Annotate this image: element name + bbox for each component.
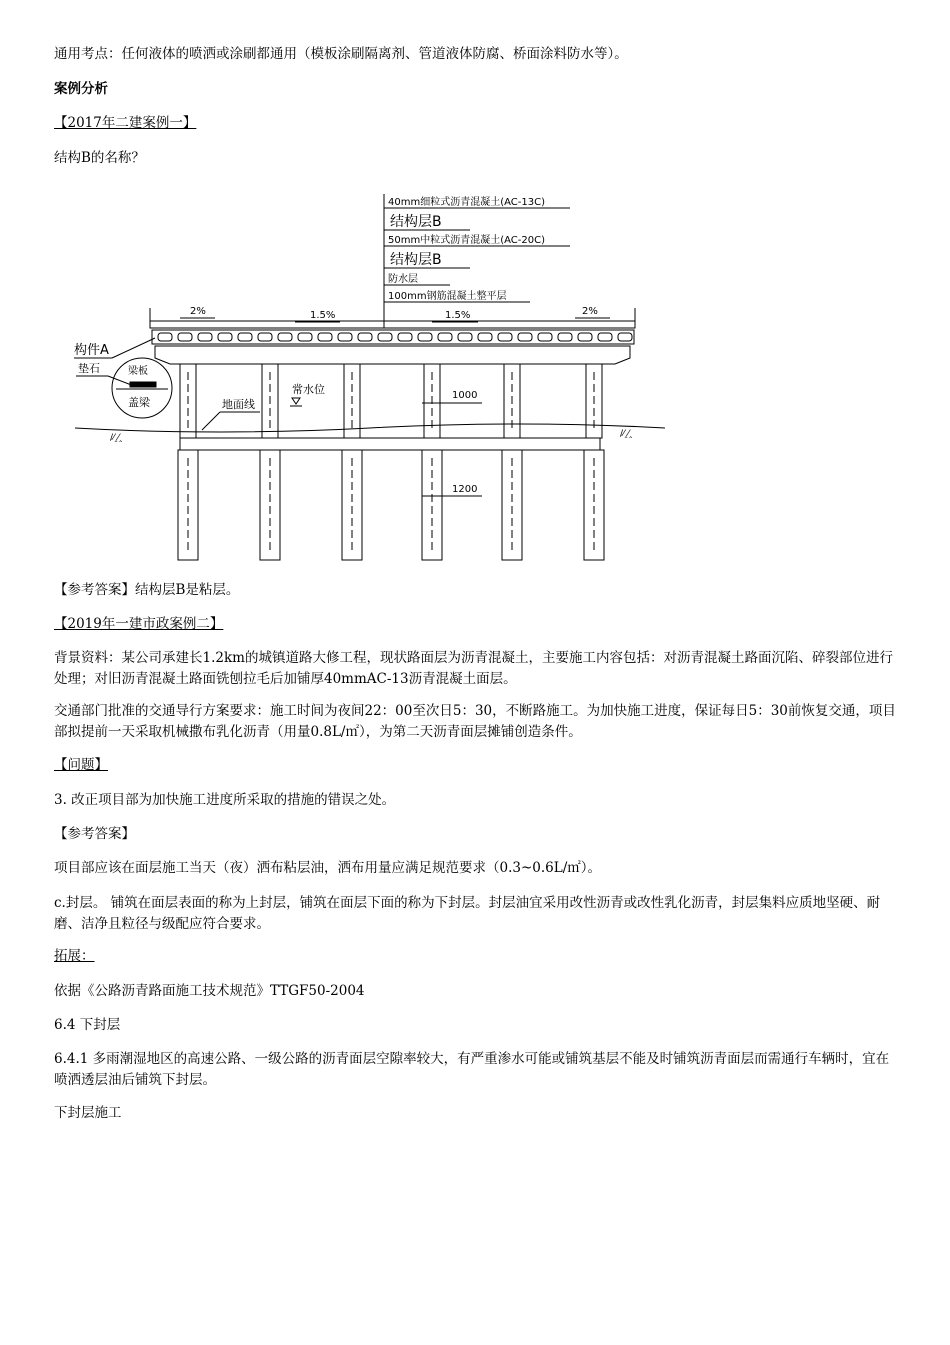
- soil-hatch-left: /⁄‸⁄‸: [110, 433, 123, 443]
- case2-title-wrap: [54, 614, 899, 635]
- layer-label-4: 结构层B: [390, 252, 442, 268]
- hollow-cell: [598, 333, 612, 341]
- case1-answer: 【参考答案】结构层B是粘层。: [54, 582, 240, 598]
- intro-line: 通用考点：任何液体的喷洒或涂刷都通用（模板涂刷隔离剂、管道液体防腐、桥面涂料防水等）。: [54, 46, 628, 62]
- hollow-cell: [578, 333, 592, 341]
- ground-line: [75, 424, 665, 432]
- hollow-cell: [158, 333, 172, 341]
- deck-surface: [150, 308, 635, 328]
- hollow-cell: [238, 333, 252, 341]
- hollow-cell: [618, 333, 632, 341]
- hollow-cell: [538, 333, 552, 341]
- pier-columns: [178, 364, 604, 560]
- case2-traffic: 交通部门批准的交通导行方案要求：施工时间为夜间22：00至次日5：30，不断路施工。为加快施工进度，保证每日5：30前恢复交通，项目部拟提前一天采取机械撒布乳化沥青（用量0.8L/㎡），为第二天沥青面层摊铺创造条件。: [54, 703, 896, 740]
- soil-hatch-right: /⁄‸⁄‸: [620, 429, 633, 439]
- pier-column: [502, 364, 522, 560]
- question-label-wrap: [54, 755, 899, 776]
- slope-label-mid-left: 1.5%: [310, 310, 336, 321]
- hollow-cell: [498, 333, 512, 341]
- case2-background: 背景资料：某公司承建长1.2km的城镇道路大修工程，现状路面层为沥青混凝土，主要施工内容包括：对沥青混凝土路面沉陷、碎裂部位进行处理；对旧沥青混凝土路面铣刨拉毛后加铺厚40mmAC-13沥青混凝土面层。: [54, 650, 893, 687]
- spec-reference: 依据《公路沥青路面施工技术规范》TTGF50-2004: [54, 983, 365, 999]
- layer-label-6: 100mm钢筋混凝土整平层: [388, 291, 507, 302]
- answer-label: 【参考答案】: [54, 826, 135, 842]
- hollow-cell: [398, 333, 412, 341]
- seal-layer-text: c.封层。 铺筑在面层表面的称为上封层，铺筑在面层下面的称为下封层。封层油宜采用改性沥青或改性乳化沥青，封层集料应质地坚硬、耐磨、洁净且粒径与级配应符合要求。: [54, 895, 881, 932]
- bearing-pad: [130, 382, 156, 387]
- cap-beam: [155, 346, 630, 364]
- hollow-cell: [218, 333, 232, 341]
- component-a-label: 构件A: [74, 343, 109, 358]
- hollow-cell: [458, 333, 472, 341]
- dim-1200-label: 1200: [452, 484, 478, 495]
- slope-label-right: 2%: [582, 306, 598, 317]
- section-6-4-1: 6.4.1 多雨潮湿地区的高速公路、一级公路的沥青面层空隙率较大，有严重渗水可能或铺筑基层不能及时铺筑沥青面层而需通行车辆时，宜在喷洒透层油后铺筑下封层。: [54, 1051, 890, 1088]
- beam-slab-label: 梁板: [128, 366, 148, 377]
- hollow-slab-cells: [158, 333, 632, 341]
- expand-label: 拓展：: [54, 948, 95, 964]
- hollow-cell: [358, 333, 372, 341]
- pier-column: [178, 364, 198, 560]
- ground-line-label: 地面线: [222, 398, 255, 411]
- pier-column: [342, 364, 362, 560]
- hollow-cell: [338, 333, 352, 341]
- layer-label-2: 结构层B: [390, 214, 442, 230]
- ground-line-leader: [202, 412, 220, 430]
- answer-text: 项目部应该在面层施工当天（夜）洒布粘层油，洒布用量应满足规范要求（0.3~0.6L/㎡）。: [54, 860, 602, 876]
- case1-question: 结构B的名称？: [54, 150, 145, 166]
- cap-beam-label: 盖梁: [128, 396, 150, 409]
- hollow-cell: [438, 333, 452, 341]
- case1-title-wrap: [54, 113, 899, 134]
- hollow-cell: [418, 333, 432, 341]
- layer-label-1: 40mm细粒式沥青混凝土(AC-13C): [388, 197, 545, 208]
- slope-label-left: 2%: [190, 306, 206, 317]
- hollow-cell: [378, 333, 392, 341]
- hollow-cell: [558, 333, 572, 341]
- normal-water-label: 常水位: [292, 383, 325, 396]
- bridge-cross-section-figure: [70, 188, 670, 566]
- hollow-slab-girder: [152, 330, 634, 344]
- section-6-4: 6.4 下封层: [54, 1017, 121, 1033]
- hollow-cell: [258, 333, 272, 341]
- dim-1000-label: 1000: [452, 390, 478, 401]
- case2-title: 【2019年一建市政案例二】: [54, 616, 224, 632]
- pier-column: [584, 364, 604, 560]
- hollow-cell: [518, 333, 532, 341]
- sub-heading: 下封层施工: [54, 1105, 122, 1121]
- pad-stone-label: 垫石: [78, 362, 100, 375]
- hollow-cell: [178, 333, 192, 341]
- pier-column: [260, 364, 280, 560]
- hollow-cell: [318, 333, 332, 341]
- pier-column: [422, 364, 442, 560]
- hollow-cell: [278, 333, 292, 341]
- slope-label-mid-right: 1.5%: [445, 310, 471, 321]
- water-level-symbol: [292, 398, 300, 404]
- layer-label-5: 防水层: [388, 274, 418, 285]
- hollow-cell: [478, 333, 492, 341]
- expand-label-wrap: [54, 946, 899, 967]
- hollow-cell: [298, 333, 312, 341]
- case1-title: 【2017年二建案例一】: [54, 115, 197, 131]
- question-3: 3. 改正项目部为加快施工进度所采取的措施的错误之处。: [54, 792, 396, 808]
- case-analysis-heading: 案例分析: [54, 81, 108, 97]
- question-label: 【问题】: [54, 757, 108, 773]
- hollow-cell: [198, 333, 212, 341]
- component-a-leader: [112, 338, 155, 358]
- tie-beam: [180, 438, 600, 450]
- layer-label-3: 50mm中粒式沥青混凝土(AC-20C): [388, 235, 545, 246]
